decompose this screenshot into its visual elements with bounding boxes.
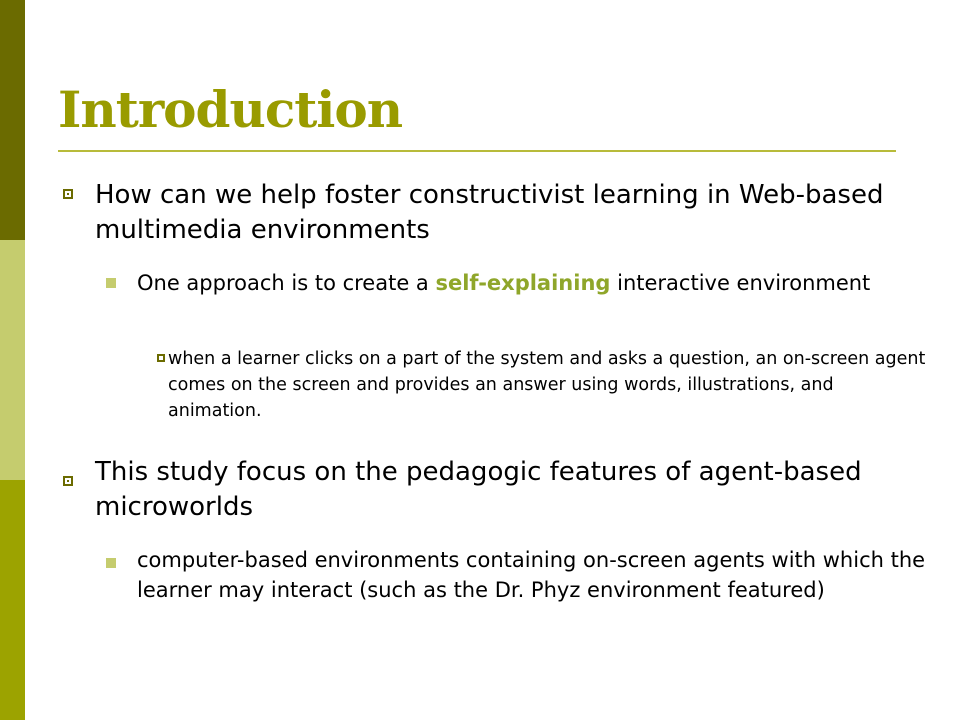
highlight-term: self-explaining [435, 271, 611, 295]
bullet-2-text: This study focus on the pedagogic features of agent-based microworlds [95, 457, 862, 522]
sub-text-pre: One approach is to create a [137, 271, 436, 295]
bullet-2-sub-text: computer-based environments containing on-screen agents with which the learner may interact (such as the Dr. Phyz environment featured) [137, 548, 926, 602]
bullet-1-sub-text [137, 268, 927, 298]
side-strip-middle [0, 240, 25, 480]
bullet-filled-square-icon [106, 558, 116, 568]
bullet-small-square-icon [157, 354, 165, 362]
slide-title: Introduction [58, 80, 403, 139]
bullet-1-sub-sub-text: when a learner clicks on a part of the system and asks a question, an on-screen agent comes on the screen and provides an answer using words, illustrations, and animation. [168, 349, 926, 421]
bullet-square-icon [63, 476, 73, 486]
side-strip-top [0, 0, 25, 240]
bullet-1-text: How can we help foster constructivist learning in Web-based multimedia environments [95, 180, 884, 245]
title-divider [58, 150, 896, 152]
side-strip-bottom [0, 480, 25, 720]
bullet-square-icon [63, 189, 73, 199]
bullet-filled-square-icon [106, 278, 116, 288]
sub-text-post: interactive environment [610, 271, 871, 295]
